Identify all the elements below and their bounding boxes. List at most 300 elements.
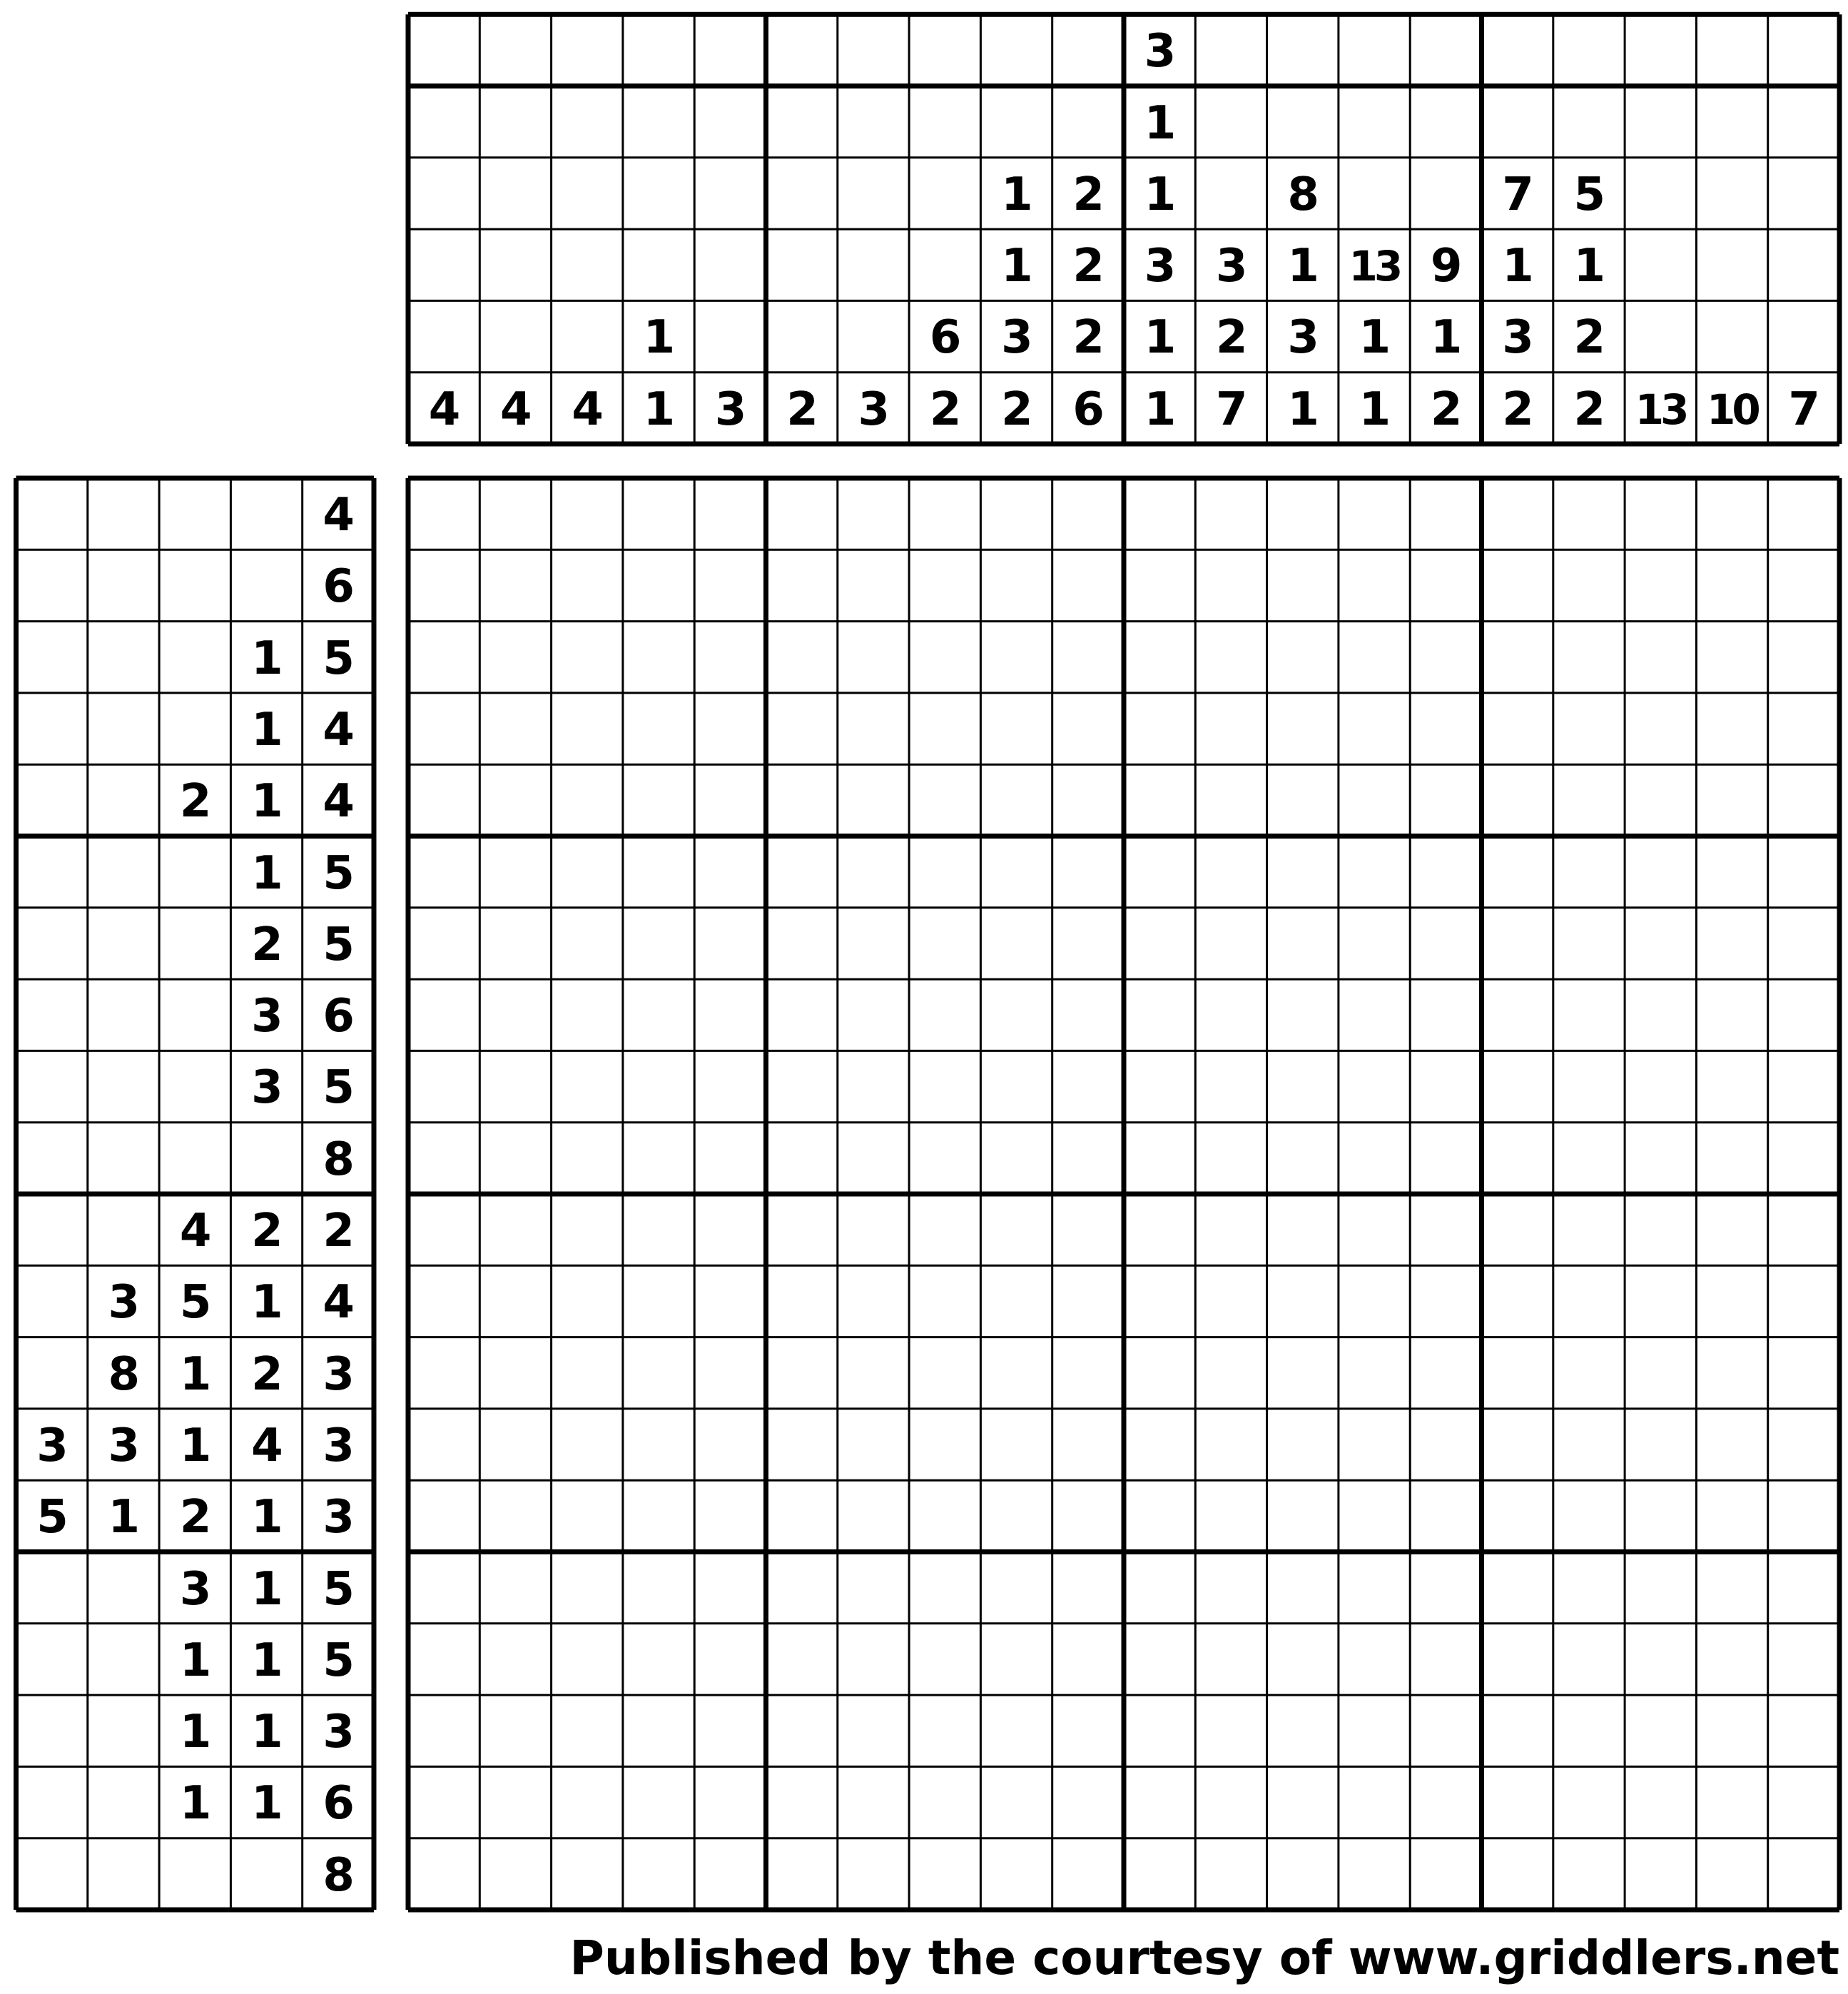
grid-cell[interactable] — [1696, 979, 1767, 1051]
grid-cell[interactable] — [909, 1123, 980, 1194]
grid-cell[interactable] — [479, 1051, 551, 1122]
grid-cell[interactable] — [1553, 1695, 1625, 1766]
grid-cell[interactable] — [980, 1337, 1052, 1409]
grid-cell[interactable] — [623, 550, 694, 621]
grid-cell[interactable] — [909, 836, 980, 908]
grid-cell[interactable] — [980, 1695, 1052, 1766]
grid-cell[interactable] — [1124, 1194, 1195, 1265]
grid-cell[interactable] — [1696, 693, 1767, 764]
grid-cell[interactable] — [1410, 622, 1481, 693]
grid-cell[interactable] — [552, 836, 623, 908]
grid-cell[interactable] — [552, 693, 623, 764]
grid-cell[interactable] — [623, 693, 694, 764]
grid-cell[interactable] — [980, 1480, 1052, 1552]
grid-cell[interactable] — [1195, 764, 1266, 836]
grid-cell[interactable] — [838, 693, 909, 764]
grid-cell[interactable] — [694, 908, 766, 979]
grid-cell[interactable] — [1124, 1838, 1195, 1910]
grid-cell[interactable] — [694, 1194, 766, 1265]
grid-cell[interactable] — [1410, 1123, 1481, 1194]
grid-cell[interactable] — [1267, 1409, 1339, 1480]
grid-cell[interactable] — [1482, 1409, 1553, 1480]
grid-cell[interactable] — [1124, 1766, 1195, 1838]
grid-cell[interactable] — [694, 478, 766, 550]
grid-cell[interactable] — [1410, 1695, 1481, 1766]
grid-cell[interactable] — [1768, 1766, 1839, 1838]
grid-cell[interactable] — [623, 1409, 694, 1480]
grid-cell[interactable] — [838, 550, 909, 621]
grid-cell[interactable] — [408, 1766, 479, 1838]
grid-cell[interactable] — [766, 1552, 838, 1624]
grid-cell[interactable] — [623, 1552, 694, 1624]
grid-cell[interactable] — [1124, 1552, 1195, 1624]
grid-cell[interactable] — [1410, 550, 1481, 621]
grid-cell[interactable] — [1553, 908, 1625, 979]
grid-cell[interactable] — [552, 979, 623, 1051]
grid-cell[interactable] — [909, 693, 980, 764]
grid-cell[interactable] — [552, 1624, 623, 1695]
grid-cell[interactable] — [1410, 1194, 1481, 1265]
grid-cell[interactable] — [766, 1194, 838, 1265]
grid-cell[interactable] — [980, 1123, 1052, 1194]
grid-cell[interactable] — [552, 1194, 623, 1265]
grid-cell[interactable] — [1267, 1123, 1339, 1194]
grid-cell[interactable] — [552, 1051, 623, 1122]
grid-cell[interactable] — [1339, 1123, 1410, 1194]
grid-cell[interactable] — [838, 1766, 909, 1838]
grid-cell[interactable] — [1696, 1695, 1767, 1766]
grid-cell[interactable] — [552, 550, 623, 621]
grid-cell[interactable] — [838, 1552, 909, 1624]
grid-cell[interactable] — [1482, 1695, 1553, 1766]
grid-cell[interactable] — [1195, 1480, 1266, 1552]
grid-cell[interactable] — [838, 1265, 909, 1337]
grid-cell[interactable] — [838, 1838, 909, 1910]
grid-cell[interactable] — [1768, 1409, 1839, 1480]
grid-cell[interactable] — [408, 836, 479, 908]
grid-cell[interactable] — [1339, 1409, 1410, 1480]
grid-cell[interactable] — [1267, 1838, 1339, 1910]
grid-cell[interactable] — [408, 1265, 479, 1337]
grid-cell[interactable] — [1052, 1409, 1124, 1480]
grid-cell[interactable] — [1625, 550, 1696, 621]
grid-cell[interactable] — [479, 908, 551, 979]
grid-cell[interactable] — [1553, 836, 1625, 908]
grid-cell[interactable] — [479, 764, 551, 836]
grid-cell[interactable] — [1195, 1051, 1266, 1122]
grid-cell[interactable] — [408, 1552, 479, 1624]
grid-cell[interactable] — [1482, 693, 1553, 764]
grid-cell[interactable] — [694, 836, 766, 908]
grid-cell[interactable] — [909, 1051, 980, 1122]
grid-cell[interactable] — [1339, 550, 1410, 621]
grid-cell[interactable] — [1482, 908, 1553, 979]
grid-cell[interactable] — [1267, 1552, 1339, 1624]
grid-cell[interactable] — [1768, 1337, 1839, 1409]
grid-cell[interactable] — [408, 1409, 479, 1480]
grid-cell[interactable] — [1553, 1552, 1625, 1624]
grid-cell[interactable] — [1696, 1194, 1767, 1265]
grid-cell[interactable] — [479, 1552, 551, 1624]
grid-cell[interactable] — [1052, 979, 1124, 1051]
grid-cell[interactable] — [623, 1051, 694, 1122]
grid-cell[interactable] — [1410, 1265, 1481, 1337]
grid-cell[interactable] — [1195, 1123, 1266, 1194]
grid-cell[interactable] — [1267, 478, 1339, 550]
grid-cell[interactable] — [766, 908, 838, 979]
grid-cell[interactable] — [1052, 908, 1124, 979]
grid-cell[interactable] — [909, 1480, 980, 1552]
grid-cell[interactable] — [1195, 1624, 1266, 1695]
grid-cell[interactable] — [909, 1838, 980, 1910]
grid-cell[interactable] — [1768, 1051, 1839, 1122]
grid-cell[interactable] — [1553, 764, 1625, 836]
grid-cell[interactable] — [694, 1337, 766, 1409]
grid-cell[interactable] — [1625, 1695, 1696, 1766]
grid-cell[interactable] — [1696, 1552, 1767, 1624]
grid-cell[interactable] — [1696, 550, 1767, 621]
grid-cell[interactable] — [1482, 979, 1553, 1051]
grid-cell[interactable] — [694, 1766, 766, 1838]
grid-cell[interactable] — [408, 764, 479, 836]
grid-cell[interactable] — [408, 478, 479, 550]
grid-cell[interactable] — [552, 908, 623, 979]
grid-cell[interactable] — [909, 1265, 980, 1337]
grid-cell[interactable] — [694, 693, 766, 764]
grid-cell[interactable] — [1267, 979, 1339, 1051]
grid-cell[interactable] — [1124, 1051, 1195, 1122]
grid-cell[interactable] — [766, 1265, 838, 1337]
grid-cell[interactable] — [1052, 1265, 1124, 1337]
grid-cell[interactable] — [1410, 979, 1481, 1051]
grid-cell[interactable] — [479, 1838, 551, 1910]
grid-cell[interactable] — [1410, 836, 1481, 908]
grid-cell[interactable] — [1267, 1194, 1339, 1265]
grid-cell[interactable] — [1339, 693, 1410, 764]
grid-cell[interactable] — [1482, 478, 1553, 550]
grid-cell[interactable] — [1768, 1838, 1839, 1910]
grid-cell[interactable] — [552, 1838, 623, 1910]
grid-cell[interactable] — [1553, 478, 1625, 550]
grid-cell[interactable] — [838, 764, 909, 836]
grid-cell[interactable] — [694, 1624, 766, 1695]
grid-cell[interactable] — [766, 1051, 838, 1122]
grid-cell[interactable] — [552, 764, 623, 836]
grid-cell[interactable] — [1339, 1552, 1410, 1624]
grid-cell[interactable] — [479, 836, 551, 908]
grid-cell[interactable] — [1195, 478, 1266, 550]
grid-cell[interactable] — [1124, 693, 1195, 764]
grid-cell[interactable] — [1410, 1409, 1481, 1480]
grid-cell[interactable] — [909, 1766, 980, 1838]
grid-cell[interactable] — [1339, 1051, 1410, 1122]
grid-cell[interactable] — [479, 622, 551, 693]
grid-cell[interactable] — [909, 1624, 980, 1695]
grid-cell[interactable] — [1553, 693, 1625, 764]
grid-cell[interactable] — [1052, 1480, 1124, 1552]
grid-cell[interactable] — [1267, 1051, 1339, 1122]
grid-cell[interactable] — [766, 764, 838, 836]
grid-cell[interactable] — [1768, 693, 1839, 764]
grid-cell[interactable] — [1482, 1051, 1553, 1122]
grid-cell[interactable] — [1768, 550, 1839, 621]
grid-cell[interactable] — [479, 1409, 551, 1480]
grid-cell[interactable] — [623, 1695, 694, 1766]
grid-cell[interactable] — [479, 1337, 551, 1409]
grid-cell[interactable] — [1482, 1838, 1553, 1910]
grid-cell[interactable] — [1339, 1766, 1410, 1838]
grid-cell[interactable] — [1124, 979, 1195, 1051]
grid-cell[interactable] — [1482, 1480, 1553, 1552]
grid-cell[interactable] — [980, 1766, 1052, 1838]
grid-cell[interactable] — [1124, 550, 1195, 621]
grid-cell[interactable] — [552, 1265, 623, 1337]
grid-cell[interactable] — [694, 622, 766, 693]
grid-cell[interactable] — [408, 1838, 479, 1910]
grid-cell[interactable] — [909, 1409, 980, 1480]
grid-cell[interactable] — [479, 1695, 551, 1766]
grid-cell[interactable] — [1339, 1480, 1410, 1552]
grid-cell[interactable] — [1339, 1337, 1410, 1409]
grid-cell[interactable] — [1267, 1337, 1339, 1409]
grid-cell[interactable] — [1124, 622, 1195, 693]
grid-cell[interactable] — [1410, 1337, 1481, 1409]
grid-cell[interactable] — [552, 1552, 623, 1624]
grid-cell[interactable] — [479, 478, 551, 550]
grid-cell[interactable] — [1768, 764, 1839, 836]
grid-cell[interactable] — [1768, 1194, 1839, 1265]
grid-cell[interactable] — [1124, 1409, 1195, 1480]
grid-cell[interactable] — [1696, 908, 1767, 979]
grid-cell[interactable] — [1267, 1766, 1339, 1838]
grid-cell[interactable] — [1482, 1624, 1553, 1695]
grid-cell[interactable] — [1553, 1624, 1625, 1695]
grid-cell[interactable] — [1625, 1766, 1696, 1838]
grid-cell[interactable] — [1267, 908, 1339, 979]
grid-cell[interactable] — [1625, 622, 1696, 693]
grid-cell[interactable] — [1553, 1337, 1625, 1409]
grid-cell[interactable] — [694, 1552, 766, 1624]
grid-cell[interactable] — [1768, 1552, 1839, 1624]
grid-cell[interactable] — [1482, 1337, 1553, 1409]
grid-cell[interactable] — [909, 908, 980, 979]
grid-cell[interactable] — [766, 836, 838, 908]
grid-cell[interactable] — [1124, 1695, 1195, 1766]
grid-cell[interactable] — [1052, 1337, 1124, 1409]
grid-cell[interactable] — [766, 622, 838, 693]
grid-cell[interactable] — [1195, 1695, 1266, 1766]
grid-cell[interactable] — [766, 1695, 838, 1766]
grid-cell[interactable] — [408, 1194, 479, 1265]
grid-cell[interactable] — [1267, 550, 1339, 621]
grid-cell[interactable] — [623, 1838, 694, 1910]
grid-cell[interactable] — [1195, 1838, 1266, 1910]
grid-cell[interactable] — [838, 478, 909, 550]
grid-cell[interactable] — [408, 1480, 479, 1552]
grid-cell[interactable] — [623, 836, 694, 908]
grid-cell[interactable] — [1267, 693, 1339, 764]
grid-cell[interactable] — [479, 1480, 551, 1552]
grid-cell[interactable] — [980, 622, 1052, 693]
grid-cell[interactable] — [479, 1194, 551, 1265]
grid-cell[interactable] — [1410, 1480, 1481, 1552]
grid-cell[interactable] — [1052, 693, 1124, 764]
grid-cell[interactable] — [623, 1123, 694, 1194]
grid-cell[interactable] — [1553, 1123, 1625, 1194]
grid-cell[interactable] — [1625, 1337, 1696, 1409]
grid-cell[interactable] — [1553, 1766, 1625, 1838]
grid-cell[interactable] — [623, 1480, 694, 1552]
grid-cell[interactable] — [1195, 979, 1266, 1051]
grid-cell[interactable] — [1410, 1624, 1481, 1695]
grid-cell[interactable] — [1410, 1051, 1481, 1122]
grid-cell[interactable] — [1267, 1480, 1339, 1552]
grid-cell[interactable] — [1339, 1624, 1410, 1695]
grid-cell[interactable] — [980, 693, 1052, 764]
grid-cell[interactable] — [1052, 1838, 1124, 1910]
grid-cell[interactable] — [980, 764, 1052, 836]
grid-cell[interactable] — [1553, 622, 1625, 693]
grid-cell[interactable] — [1625, 1624, 1696, 1695]
grid-cell[interactable] — [838, 1409, 909, 1480]
grid-cell[interactable] — [838, 908, 909, 979]
grid-cell[interactable] — [1410, 693, 1481, 764]
grid-cell[interactable] — [1195, 1194, 1266, 1265]
grid-cell[interactable] — [1553, 1265, 1625, 1337]
grid-cell[interactable] — [1124, 1624, 1195, 1695]
grid-cell[interactable] — [479, 1265, 551, 1337]
grid-cell[interactable] — [909, 1695, 980, 1766]
grid-cell[interactable] — [552, 1409, 623, 1480]
grid-cell[interactable] — [552, 478, 623, 550]
grid-cell[interactable] — [1696, 1123, 1767, 1194]
grid-cell[interactable] — [408, 1123, 479, 1194]
grid-cell[interactable] — [1553, 1409, 1625, 1480]
grid-cell[interactable] — [1553, 1480, 1625, 1552]
grid-cell[interactable] — [1696, 1409, 1767, 1480]
grid-cell[interactable] — [1267, 836, 1339, 908]
grid-cell[interactable] — [1267, 764, 1339, 836]
grid-cell[interactable] — [1482, 1552, 1553, 1624]
grid-cell[interactable] — [1410, 764, 1481, 836]
grid-cell[interactable] — [838, 1051, 909, 1122]
grid-cell[interactable] — [1553, 979, 1625, 1051]
grid-cell[interactable] — [1339, 1265, 1410, 1337]
grid-cell[interactable] — [1625, 1194, 1696, 1265]
grid-cell[interactable] — [909, 478, 980, 550]
grid-cell[interactable] — [1696, 1337, 1767, 1409]
grid-cell[interactable] — [980, 1552, 1052, 1624]
grid-cell[interactable] — [1553, 1051, 1625, 1122]
grid-cell[interactable] — [909, 1194, 980, 1265]
grid-cell[interactable] — [1410, 478, 1481, 550]
grid-cell[interactable] — [1482, 550, 1553, 621]
grid-cell[interactable] — [980, 550, 1052, 621]
grid-cell[interactable] — [479, 1123, 551, 1194]
grid-cell[interactable] — [838, 1123, 909, 1194]
grid-cell[interactable] — [1768, 1480, 1839, 1552]
grid-cell[interactable] — [1625, 693, 1696, 764]
grid-cell[interactable] — [766, 550, 838, 621]
grid-cell[interactable] — [838, 979, 909, 1051]
grid-cell[interactable] — [479, 1766, 551, 1838]
grid-cell[interactable] — [1052, 1194, 1124, 1265]
grid-cell[interactable] — [1195, 1337, 1266, 1409]
grid-cell[interactable] — [1482, 1766, 1553, 1838]
grid-cell[interactable] — [1410, 1838, 1481, 1910]
grid-cell[interactable] — [408, 622, 479, 693]
grid-cell[interactable] — [1625, 908, 1696, 979]
grid-cell[interactable] — [1339, 908, 1410, 979]
grid-cell[interactable] — [479, 550, 551, 621]
grid-cell[interactable] — [552, 1695, 623, 1766]
grid-cell[interactable] — [479, 979, 551, 1051]
grid-cell[interactable] — [1339, 764, 1410, 836]
grid-cell[interactable] — [838, 1480, 909, 1552]
grid-cell[interactable] — [909, 979, 980, 1051]
grid-cell[interactable] — [1052, 622, 1124, 693]
grid-cell[interactable] — [1625, 1409, 1696, 1480]
grid-cell[interactable] — [1339, 836, 1410, 908]
grid-cell[interactable] — [408, 1051, 479, 1122]
grid-cell[interactable] — [1768, 979, 1839, 1051]
grid-cell[interactable] — [1339, 1695, 1410, 1766]
grid-cell[interactable] — [909, 1552, 980, 1624]
grid-cell[interactable] — [552, 1337, 623, 1409]
grid-cell[interactable] — [623, 1194, 694, 1265]
grid-cell[interactable] — [1482, 622, 1553, 693]
grid-cell[interactable] — [980, 1265, 1052, 1337]
grid-cell[interactable] — [838, 836, 909, 908]
grid-cell[interactable] — [552, 622, 623, 693]
grid-cell[interactable] — [623, 622, 694, 693]
grid-cell[interactable] — [1195, 1409, 1266, 1480]
grid-cell[interactable] — [1052, 1051, 1124, 1122]
grid-cell[interactable] — [980, 1838, 1052, 1910]
grid-cell[interactable] — [1195, 1552, 1266, 1624]
grid-cell[interactable] — [1482, 1194, 1553, 1265]
grid-cell[interactable] — [1768, 908, 1839, 979]
grid-cell[interactable] — [552, 1480, 623, 1552]
grid-cell[interactable] — [1195, 908, 1266, 979]
grid-cell[interactable] — [1625, 1265, 1696, 1337]
grid-cell[interactable] — [980, 478, 1052, 550]
grid-cell[interactable] — [1696, 1051, 1767, 1122]
grid-cell[interactable] — [1339, 622, 1410, 693]
grid-cell[interactable] — [1195, 1766, 1266, 1838]
grid-cell[interactable] — [1696, 1838, 1767, 1910]
grid-cell[interactable] — [1696, 1624, 1767, 1695]
grid-cell[interactable] — [1052, 1766, 1124, 1838]
grid-cell[interactable] — [623, 1337, 694, 1409]
grid-cell[interactable] — [1696, 764, 1767, 836]
grid-cell[interactable] — [479, 693, 551, 764]
grid-cell[interactable] — [766, 1337, 838, 1409]
grid-cell[interactable] — [408, 1624, 479, 1695]
grid-cell[interactable] — [1625, 1552, 1696, 1624]
grid-cell[interactable] — [623, 1265, 694, 1337]
grid-cell[interactable] — [1553, 550, 1625, 621]
grid-cell[interactable] — [766, 1480, 838, 1552]
grid-cell[interactable] — [766, 1766, 838, 1838]
grid-cell[interactable] — [552, 1766, 623, 1838]
grid-cell[interactable] — [1768, 1265, 1839, 1337]
grid-cell[interactable] — [1482, 836, 1553, 908]
grid-cell[interactable] — [1052, 764, 1124, 836]
grid-cell[interactable] — [1339, 1838, 1410, 1910]
grid-cell[interactable] — [1553, 1838, 1625, 1910]
grid-cell[interactable] — [1124, 764, 1195, 836]
